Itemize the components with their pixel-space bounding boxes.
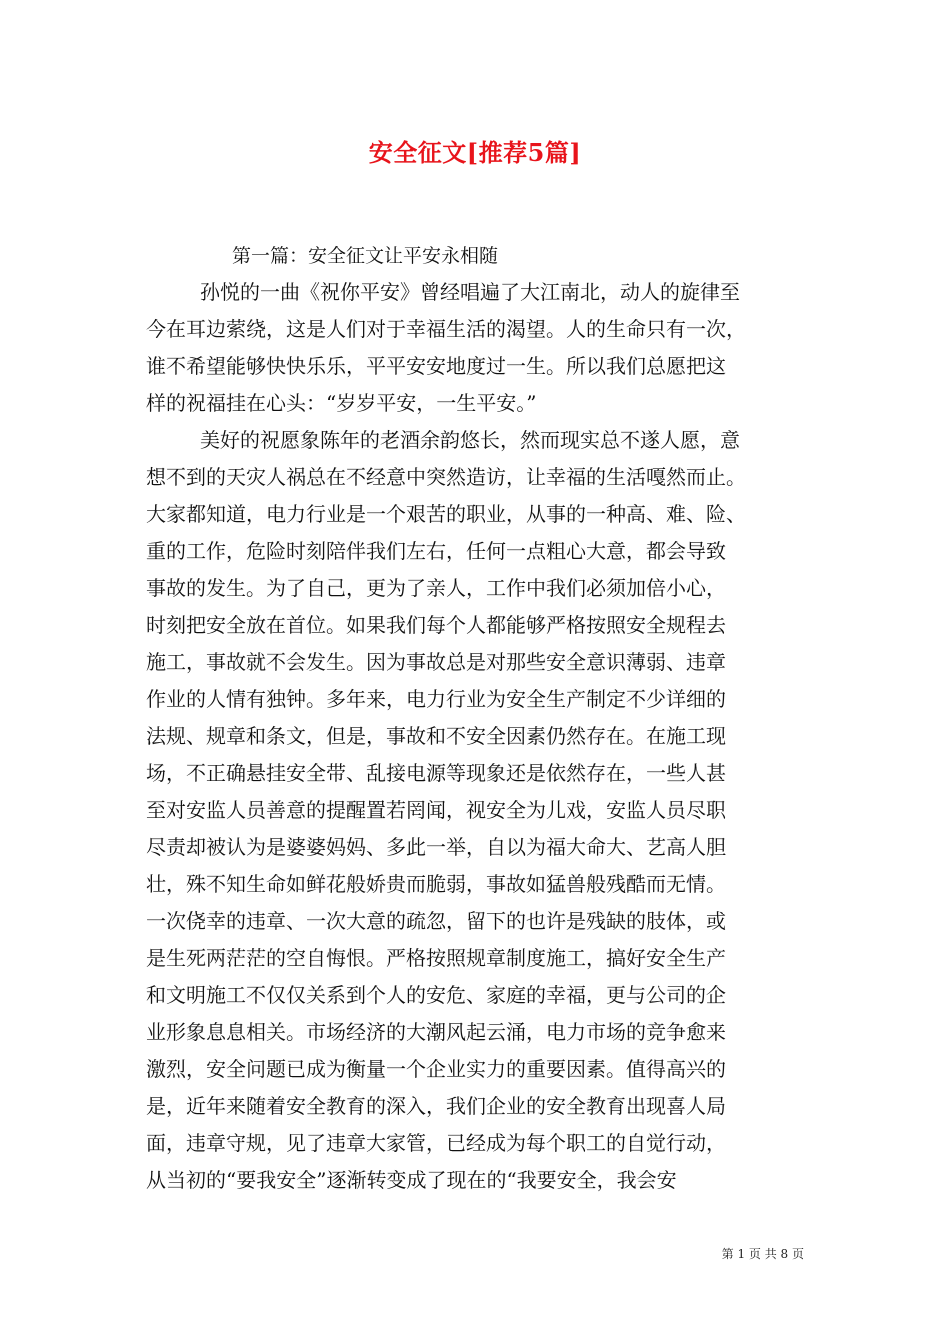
body-line: 样的祝福挂在心头：“岁岁平安，一生平安。” bbox=[146, 391, 537, 415]
body-line: 壮，殊不知生命如鲜花般娇贵而脆弱，事故如猛兽般残酷而无情。 bbox=[146, 872, 726, 896]
body-line: 是，近年来随着安全教育的深入，我们企业的安全教育出现喜人局 bbox=[146, 1094, 726, 1118]
body-line: 是生死两茫茫的空自悔恨。严格按照规章制度施工，搞好安全生产 bbox=[146, 946, 726, 970]
body-line: 法规、规章和条文，但是，事故和不安全因素仍然存在。在施工现 bbox=[146, 724, 726, 748]
body-line: 场，不正确悬挂安全带、乱接电源等现象还是依然存在，一些人甚 bbox=[146, 761, 726, 785]
body-line: 事故的发生。为了自己，更为了亲人，工作中我们必须加倍小心， bbox=[146, 576, 726, 600]
body-line: 美好的祝愿象陈年的老酒余韵悠长，然而现实总不遂人愿，意 bbox=[200, 428, 740, 452]
body-line: 和文明施工不仅仅关系到个人的安危、家庭的幸福，更与公司的企 bbox=[146, 983, 726, 1007]
body-line: 时刻把安全放在首位。如果我们每个人都能够严格按照安全规程去 bbox=[146, 613, 726, 637]
body-line: 作业的人情有独钟。多年来，电力行业为安全生产制定不少详细的 bbox=[146, 687, 726, 711]
body-line: 至对安监人员善意的提醒置若罔闻，视安全为儿戏，安监人员尽职 bbox=[146, 798, 726, 822]
body-line: 激烈，安全问题已成为衡量一个企业实力的重要因素。值得高兴的 bbox=[146, 1057, 726, 1081]
body-line: 谁不希望能够快快乐乐，平平安安地度过一生。所以我们总愿把这 bbox=[146, 354, 726, 378]
body-line: 面，违章守规，见了违章大家管，已经成为每个职工的自觉行动， bbox=[146, 1131, 726, 1155]
body-line: 一次侥幸的违章、一次大意的疏忽，留下的也许是残缺的肢体，或 bbox=[146, 909, 726, 933]
body-line: 施工，事故就不会发生。因为事故总是对那些安全意识薄弱、违章 bbox=[146, 650, 726, 674]
body-line: 大家都知道，电力行业是一个艰苦的职业，从事的一种高、难、险、 bbox=[146, 502, 746, 526]
body-line: 孙悦的一曲《祝你平安》曾经唱遍了大江南北，动人的旋律至 bbox=[200, 280, 740, 304]
body-line: 重的工作，危险时刻陪伴我们左右，任何一点粗心大意，都会导致 bbox=[146, 539, 726, 563]
section-heading: 第一篇：安全征文让平安永相随 bbox=[232, 245, 499, 267]
body-line: 今在耳边萦绕，这是人们对于幸福生活的渴望。人的生命只有一次， bbox=[146, 317, 746, 341]
body-line: 从当初的“要我安全”逐渐转变成了现在的“我要安全，我会安 bbox=[146, 1168, 677, 1192]
body-line: 尽责却被认为是婆婆妈妈、多此一举，自以为福大命大、艺高人胆 bbox=[146, 835, 726, 859]
document-title: 安全征文[推荐5篇] bbox=[368, 138, 582, 167]
body-line: 业形象息息相关。市场经济的大潮风起云涌，电力市场的竞争愈来 bbox=[146, 1020, 726, 1044]
body-line: 想不到的天灾人祸总在不经意中突然造访，让幸福的生活嘎然而止。 bbox=[146, 465, 746, 489]
page-number: 第 1 页 共 8 页 bbox=[721, 1247, 804, 1261]
